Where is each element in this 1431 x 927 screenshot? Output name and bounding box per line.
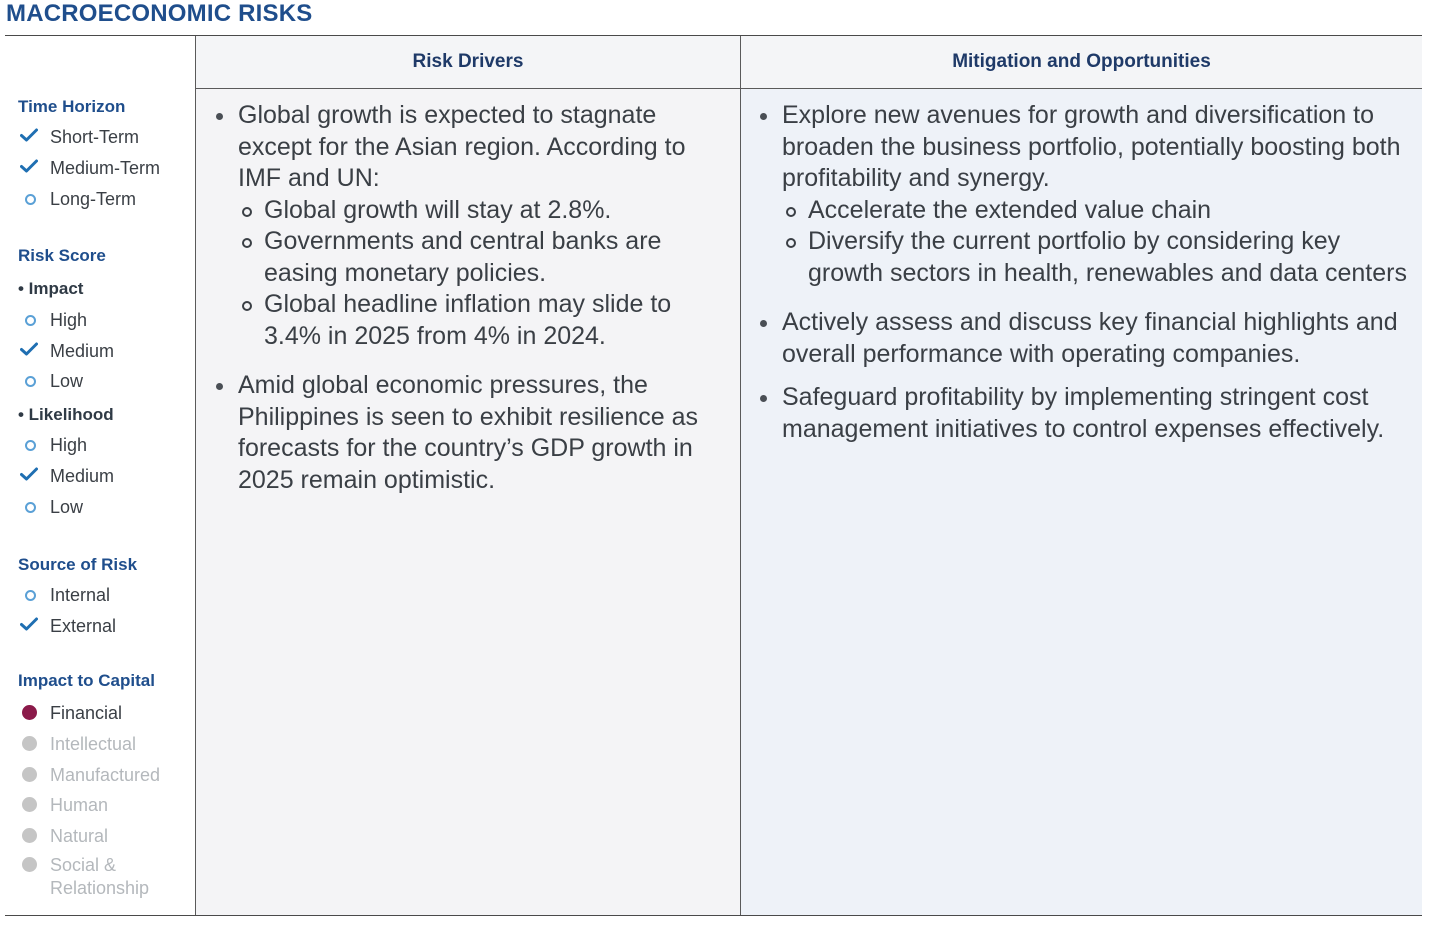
- risk-drivers-header: Risk Drivers: [412, 51, 524, 72]
- item-label: Social &: [50, 855, 117, 875]
- filled-dot-icon: [22, 857, 37, 872]
- sub-bullet-item: Diversify the current portfolio by considering key growth sectors in health, renewables and data centers: [784, 226, 1410, 289]
- sub-bullet-item: Accelerate the extended value chain: [784, 195, 1410, 227]
- item-label: Intellectual: [50, 734, 137, 754]
- risk-drivers-list: [216, 100, 716, 496]
- sub-bullet-item: Global headline inflation may slide to 3.4% in 2025 from 4% in 2024.: [240, 289, 716, 352]
- empty-circle-icon: [25, 502, 36, 513]
- item-label: Relationship: [50, 878, 150, 898]
- bullet-item: [760, 382, 1410, 445]
- item-label: External: [50, 616, 117, 636]
- likelihood-subheading: • Likelihood: [18, 405, 114, 424]
- bullet-text: Global growth is expected to stagnate except for the Asian region. According to IMF and UN:: [238, 101, 686, 192]
- risk-score-heading: Risk Score: [18, 246, 106, 265]
- risk-attributes-sidebar: [18, 36, 194, 915]
- item-label: High: [50, 435, 88, 455]
- empty-circle-icon: [25, 440, 36, 451]
- empty-circle-icon: [25, 315, 36, 326]
- item-label: High: [50, 310, 88, 330]
- filled-dot-icon: [22, 828, 37, 843]
- empty-circle-icon: [25, 590, 36, 601]
- bullet-text: Explore new avenues for growth and diversification to broaden the business portfolio, potentially boosting both profitability and synergy.: [782, 101, 1401, 192]
- mitigation-list: [760, 100, 1410, 445]
- source-of-risk-heading: Source of Risk: [18, 555, 138, 574]
- item-label: Low: [50, 497, 84, 517]
- filled-dot-icon: [22, 797, 37, 812]
- impact-subheading: • Impact: [18, 279, 84, 298]
- item-label: Natural: [50, 826, 109, 846]
- bullet-text: Safeguard profitability by implementing stringent cost management initiatives to control expenses effectively.: [782, 383, 1385, 443]
- empty-circle-icon: [25, 194, 36, 205]
- bullet-text: Actively assess and discuss key financial highlights and overall performance with operating companies.: [782, 308, 1398, 368]
- sub-bullet-item: Global growth will stay at 2.8%.: [240, 195, 716, 227]
- column-divider: [195, 36, 196, 915]
- mitigation-header: Mitigation and Opportunities: [952, 51, 1211, 72]
- filled-dot-icon: [22, 705, 37, 720]
- item-label: Financial: [50, 703, 123, 723]
- item-label: Medium-Term: [50, 158, 161, 178]
- sub-bullet-item: Governments and central banks are easing monetary policies.: [240, 226, 716, 289]
- check-icon: [20, 617, 38, 631]
- item-label: Internal: [50, 585, 111, 605]
- page-title: MACROECONOMIC RISKS: [6, 0, 313, 27]
- bullet-item: [760, 307, 1410, 370]
- time-horizon-heading: Time Horizon: [18, 97, 126, 116]
- check-icon: [20, 467, 38, 481]
- filled-dot-icon: [22, 767, 37, 782]
- bullet-item: [216, 370, 716, 496]
- item-label: Short-Term: [50, 127, 140, 147]
- bullet-text: Amid global economic pressures, the Philippines is seen to exhibit resilience as forecasts for the country’s GDP growth in 2025 remain optimistic.: [238, 371, 698, 494]
- item-label: Manufactured: [50, 765, 161, 785]
- bullet-item: [760, 100, 1410, 289]
- item-label: Medium: [50, 466, 115, 486]
- bullet-item: [216, 100, 716, 352]
- filled-dot-icon: [22, 736, 37, 751]
- item-label: Low: [50, 371, 84, 391]
- impact-to-capital-heading: Impact to Capital: [18, 671, 155, 690]
- column-divider: [740, 36, 741, 915]
- item-label: Long-Term: [50, 189, 137, 209]
- item-label: Human: [50, 795, 109, 815]
- header-divider: [195, 88, 1422, 89]
- check-icon: [20, 159, 38, 173]
- check-icon: [20, 128, 38, 142]
- check-icon: [20, 342, 38, 356]
- item-label: Medium: [50, 341, 115, 361]
- empty-circle-icon: [25, 376, 36, 387]
- bottom-divider: [5, 915, 1422, 916]
